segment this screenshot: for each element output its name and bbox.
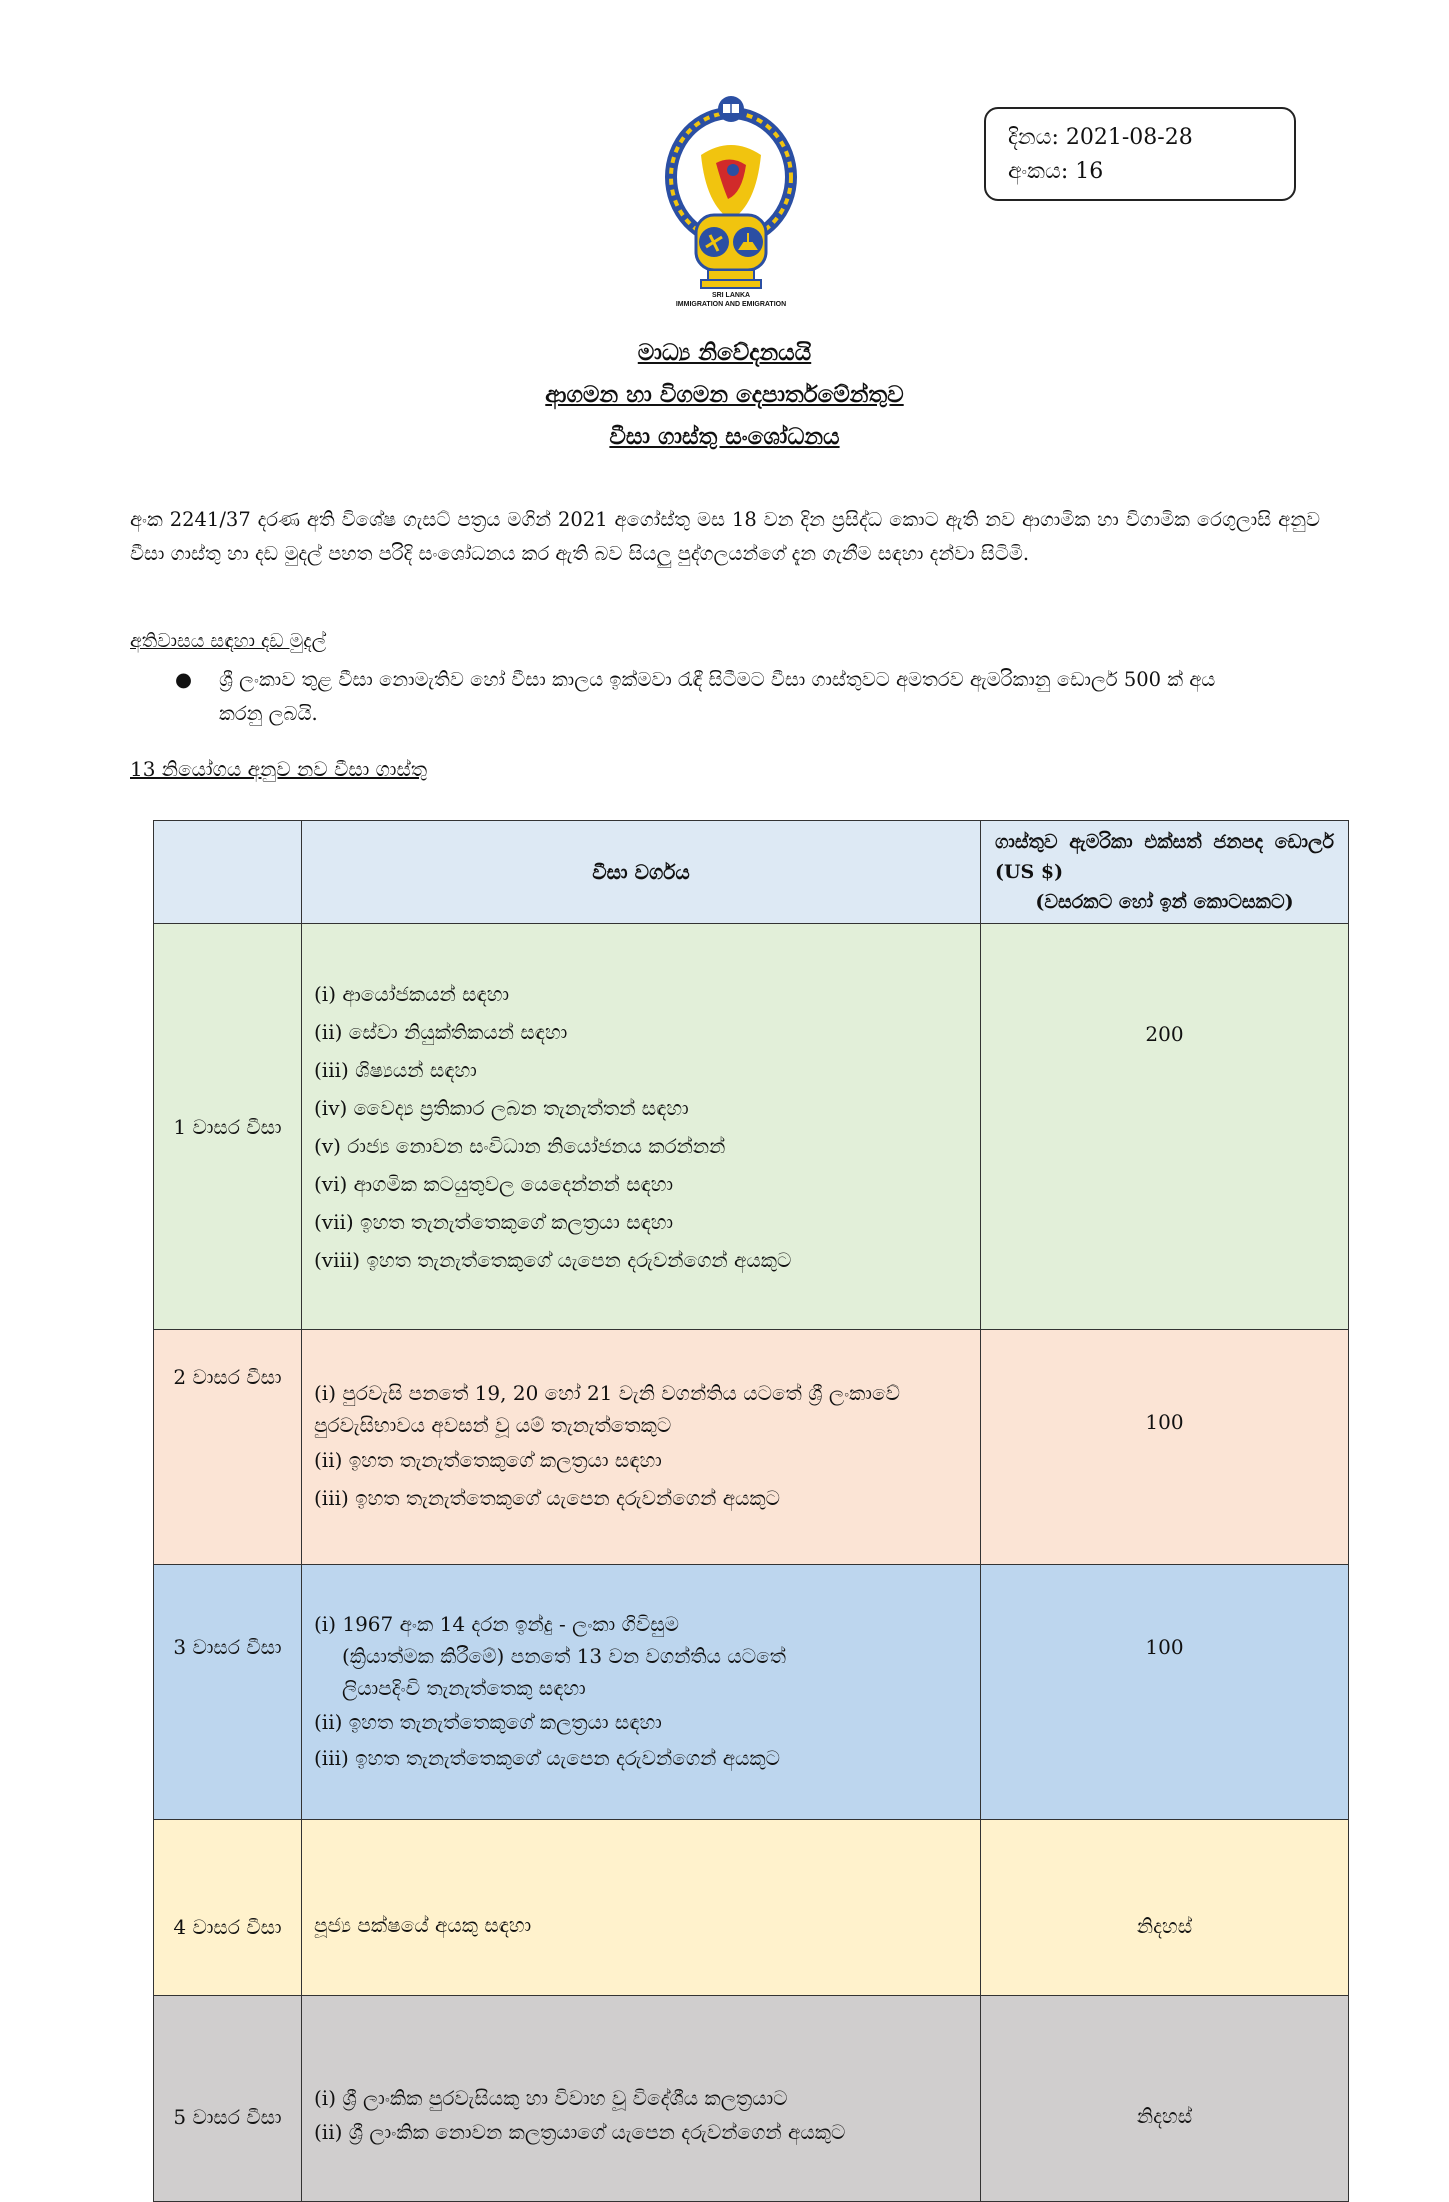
- visa-category-label: 2 වාසර වීසා: [154, 1330, 302, 1565]
- visa-category-label: 1 වාසර වීසා: [154, 924, 302, 1330]
- header-fee-note: (වසරකට හෝ ඉන් කොටසකට): [1035, 891, 1294, 913]
- department-emblem: [656, 95, 806, 317]
- list-item: (v) රාජ්‍ය නොවන සංවිධාන නියෝජනය කරන්නන්: [314, 1133, 726, 1158]
- header-fee-text: ගාස්තුව ඇමරිකා එක්සත් ජනපද ඩොලර් (US $): [995, 831, 1334, 883]
- fees-heading: 13 නියෝගය අනුව නව වීසා ගාස්තු: [130, 757, 428, 781]
- visa-category-items: [302, 1996, 981, 2202]
- list-item: (iv) වෛද්‍ය ප්‍රතිකාර ලබන තැනැත්තන් සඳහා: [314, 1095, 689, 1120]
- list-item: (ii) ඉහත තැනැත්තෙකුගේ කලත්‍රයා සඳහා: [314, 1710, 662, 1734]
- visa-fee-value: 100: [981, 1330, 1349, 1565]
- overstay-bullet: [175, 663, 1255, 731]
- table-row: [154, 924, 1349, 1330]
- visa-category-items: [302, 924, 981, 1330]
- list-item: (ii) ශ්‍රී ලාංකික නොවන කලත්‍රයාගේ යැපෙන දරුවන්ගෙන් අයකුට: [314, 2119, 846, 2144]
- list-item: (i) 1967 අංක 14 දරන ඉන්දු - ලංකා ගිවිසුම: [314, 1612, 680, 1636]
- number-line: [1008, 155, 1272, 189]
- number-label: අංකය:: [1008, 159, 1069, 184]
- title-media-release: මාධ්‍ය නිවේදනයයි: [637, 339, 812, 366]
- header-empty-cell: [154, 821, 302, 924]
- title-department: ආගමන හා විගමන දෙපාර්තමේන්තුව: [545, 381, 904, 408]
- table-row: [154, 1996, 1349, 2202]
- visa-category-items: [302, 1820, 981, 1996]
- visa-category-items: [302, 1565, 981, 1820]
- list-item: (i) පුරවැසි පනතේ 19, 20 හෝ 21 වැනි වගන්තිය යටතේ ශ්‍රී ලංකාවේ පුරවැසිභාවය අවසන් වූ යම් තැනැත්තෙකුට: [314, 1381, 900, 1437]
- list-item: (vii) ඉහත තැනැත්තෙකුගේ කලත්‍රයා සඳහා: [314, 1209, 674, 1234]
- emblem-text-department: IMMIGRATION AND EMIGRATION: [675, 301, 787, 308]
- visa-fee-value: නිදහස්: [981, 1996, 1349, 2202]
- overstay-bullet-text: ශ්‍රී ලංකාව තුළ වීසා නොමැතිව හෝ වීසා කාලය ඉක්මවා රැඳී සිටීමට වීසා ගාස්තුවට අමතරව ඇමරිකානු ඩොලර් 500 ක් අය කරනු ලබයි.: [219, 668, 1216, 725]
- date-line: [1008, 121, 1272, 155]
- table-header-row: [154, 821, 1349, 924]
- document-info-box: [984, 107, 1296, 201]
- list-item: (ii) ඉහත තැනැත්තෙකුගේ කලත්‍රයා සඳහා: [314, 1448, 662, 1472]
- table-row: [154, 1565, 1349, 1820]
- document-titles: [0, 332, 1449, 458]
- header-fee: [981, 821, 1349, 924]
- visa-fee-value: නිදහස්: [981, 1820, 1349, 1996]
- list-item: (ක්‍රියාත්මක කිරීමේ) පනතේ 13 වන වගන්තිය යටතේ: [342, 1644, 786, 1668]
- list-item: (i) ආයෝජකයන් සඳහා: [314, 981, 510, 1006]
- visa-category-items: [302, 1330, 981, 1565]
- visa-category-label: 3 වාසර වීසා: [154, 1565, 302, 1820]
- date-value: 2021-08-28: [1065, 125, 1193, 150]
- list-item: (vi) ආගමික කටයුතුවල යෙදෙන්නන් සඳහා: [314, 1171, 674, 1196]
- visa-category-label: 5 වාසර වීසා: [154, 1996, 302, 2202]
- emblem-text-country: SRI LANKA: [711, 292, 751, 299]
- list-item: (iii) ඉහත තැනැත්තෙකුගේ යැපෙන දරුවන්ගෙන් අයකුට: [314, 1486, 781, 1510]
- list-item: ලියාපදිංචි තැනැත්තෙකු සඳහා: [342, 1676, 586, 1700]
- header-visa-type: වීසා වර්ගය: [302, 821, 981, 924]
- bullet-dot-icon: ●: [175, 668, 193, 691]
- table-row: [154, 1820, 1349, 1996]
- visa-fee-value: 100: [981, 1565, 1349, 1820]
- list-item: (viii) ඉහත තැනැත්තෙකුගේ යැපෙන දරුවන්ගෙන් අයකුට: [314, 1247, 792, 1272]
- visa-category-label: 4 වාසර වීසා: [154, 1820, 302, 1996]
- date-label: දිනය:: [1008, 125, 1059, 150]
- table-row: [154, 1330, 1349, 1565]
- list-item: (iii) ශිෂ්‍යයන් සඳහා: [314, 1057, 477, 1082]
- list-item: (iii) ඉහත තැනැත්තෙකුගේ යැපෙන දරුවන්ගෙන් අයකුට: [314, 1746, 781, 1770]
- list-item: (i) ශ්‍රී ලාංකික පුරවැසියකු හා විවාහ වූ විදේශීය කලත්‍රයාට: [314, 2085, 788, 2110]
- visa-fee-value: 200: [981, 924, 1349, 1330]
- list-item: (ii) සේවා නියුක්තිකයන් සඳහා: [314, 1019, 568, 1044]
- title-visa-fee-revision: වීසා ගාස්තු සංශෝධනය: [609, 423, 840, 450]
- visa-fees-table: [153, 820, 1349, 2202]
- overstay-heading: අතිවාසය සඳහා දඩ මුදල්: [130, 630, 327, 652]
- intro-paragraph: අංක 2241/37 දරණ අති විශේෂ ගැසට් පත්‍රය මගින් 2021 අගෝස්තු මස 18 වන දින ප්‍රසිද්ධ කොට ඇති නව ආගාමික හා විගාමික රෙගුලාසි අනුව වීසා ගාස්තු හා දඩ මුදල් පහත පරිදි සංශෝධනය කර ඇති බව සියලු පුද්ගලයන්ගේ දැන ගැනීම සඳහා දන්වා සිටිමි.: [130, 508, 1320, 565]
- list-item: පූජ්‍ය පක්ෂයේ අයකු සඳහා: [314, 1912, 532, 1937]
- number-value: 16: [1075, 159, 1104, 184]
